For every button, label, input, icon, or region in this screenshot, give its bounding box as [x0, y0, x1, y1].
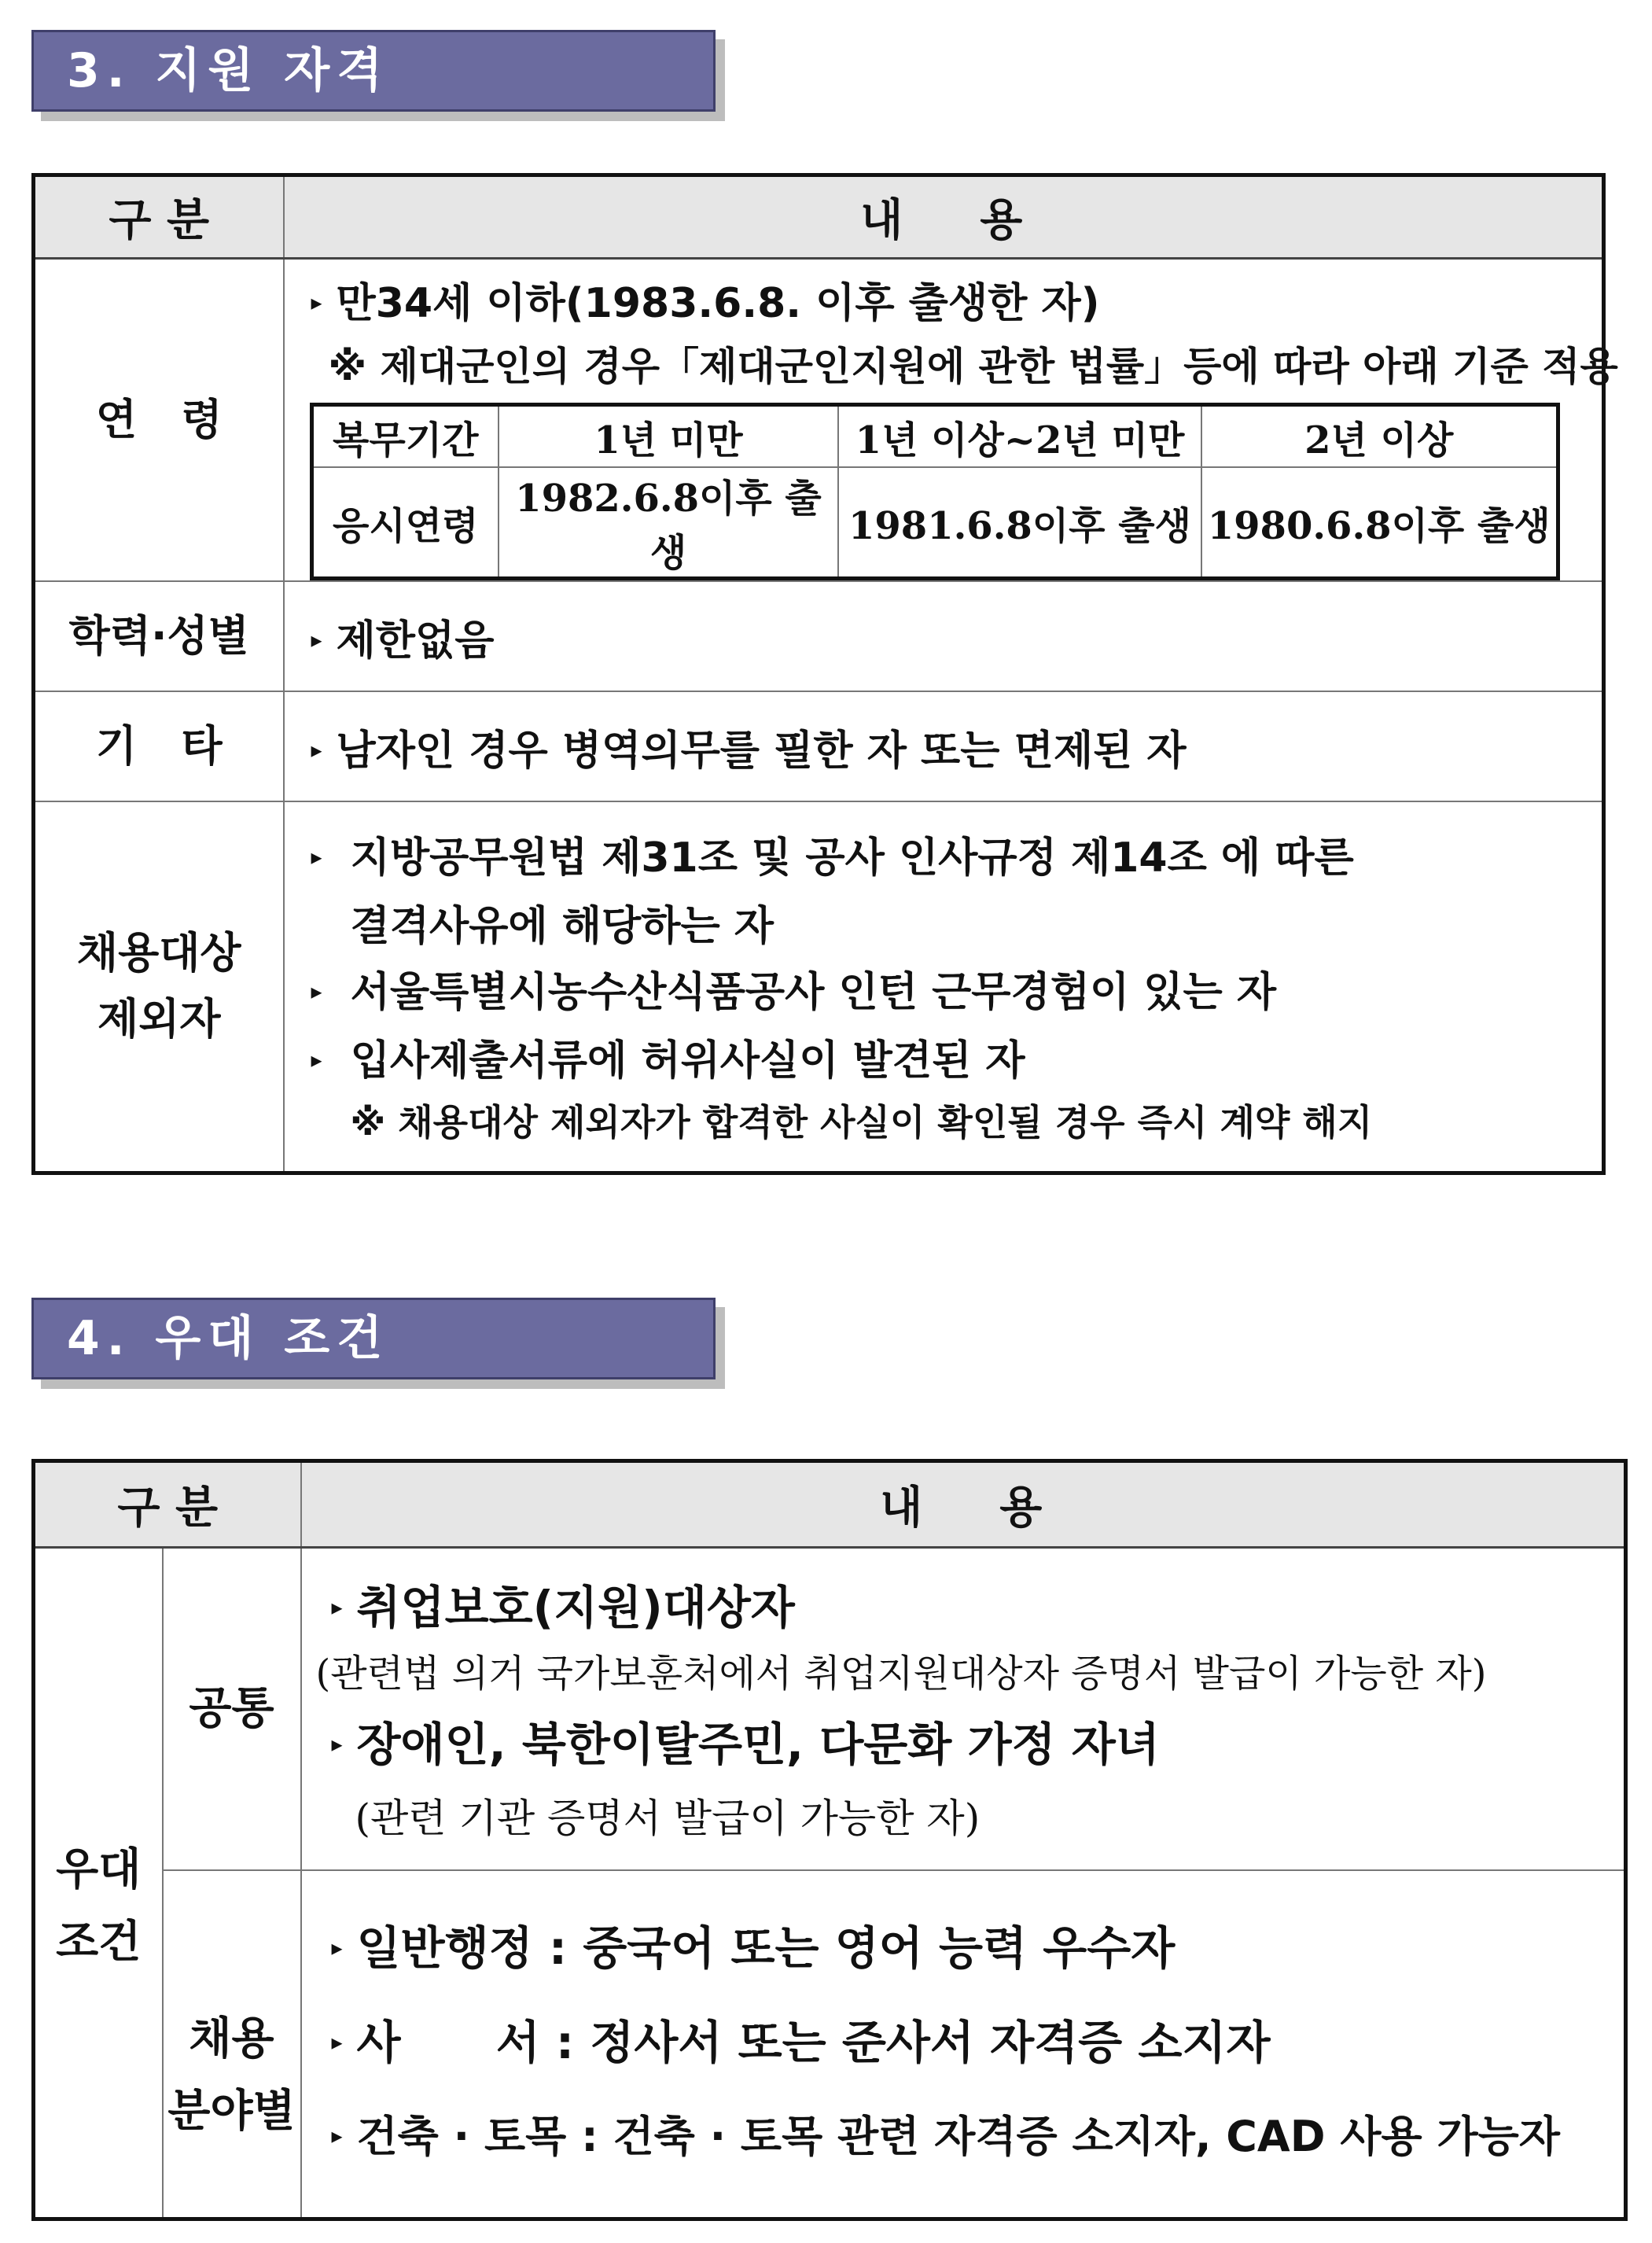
exclusion-content: ▸ 지방공무원법 제31조 및 공사 인사규정 제14조 에 따른 결격사유에 해당하는 자 ▸ 서울특별시농수산식품공사 인턴 근무경험이 있는 자 ▸ 입사제출서류에 허위사실이 발견된 자 ※ 채용대상 제외자가 합격한 사실이 확인될 경우 즉시 계약 해지 [284, 801, 1604, 1173]
bullet-icon: ▸ [311, 1046, 322, 1073]
age-label: 연 령 [34, 259, 284, 582]
bullet-icon: ▸ [331, 1935, 343, 1961]
common-label: 공통 [163, 1548, 301, 1870]
bullet-icon: ▸ [331, 2028, 343, 2055]
age-line: ▸ 만34세 이하(1983.6.8. 이후 출생한 자) [285, 272, 1602, 335]
service-period-table [310, 403, 1560, 580]
header-content: 내 용 [284, 175, 1604, 259]
exam-age-label: 응시연령 [311, 467, 499, 579]
preference-group-label: 우대 조건 [34, 1548, 163, 2219]
by-field-content: ▸ 일반행정 : 중국어 또는 영어 능력 우수자 ▸ 사 서 : 정사서 또는 준사서 자격증 소지자 ▸ 건축 · 토목 : 건축 · 토목 관련 자격증 소지자, CAD 사용 가능자 [301, 1870, 1626, 2219]
age-content [284, 259, 1618, 582]
header-content: 내 용 [301, 1461, 1626, 1548]
exclusion-label: 채용대상 제외자 [34, 801, 284, 1173]
exam-age-under-1yr: 1982.6.8이후 출생 [499, 467, 838, 579]
service-over-2yr: 2년 이상 [1201, 405, 1558, 468]
exam-age-over-2yr: 1980.6.8이후 출생 [1201, 467, 1558, 579]
eligibility-table [31, 173, 1618, 1175]
bullet-icon: ▸ [331, 1730, 343, 1757]
common-content: ▸ 취업보호(지원)대상자 (관련법 의거 국가보훈처에서 취업지원대상자 증명서 발급이 가능한 자) ▸ 장애인, 북한이탈주민, 다문화 가정 자녀 (관련 기관 증명서 발급이 가능한 자) [301, 1548, 1626, 1870]
service-under-1yr: 1년 미만 [499, 405, 838, 468]
bullet-icon: ▸ [331, 2123, 343, 2149]
education-content: ▸ 제한없음 [284, 581, 1604, 691]
section3-title-bar [31, 30, 716, 112]
service-period-label: 복무기간 [311, 405, 499, 468]
bullet-icon: ▸ [311, 627, 322, 653]
section4-title: 4. 우대 조건 [31, 1298, 716, 1379]
bullet-icon: ▸ [311, 978, 322, 1004]
exam-age-1-2yr: 1981.6.8이후 출생 [838, 467, 1201, 579]
preference-table [31, 1459, 1628, 2221]
section3-title: 3. 지원 자격 [31, 30, 716, 112]
by-field-label: 채용 분야별 [163, 1870, 301, 2219]
bullet-icon: ▸ [331, 1593, 343, 1620]
service-1-2yr: 1년 이상~2년 미만 [838, 405, 1201, 468]
age-note: ※ 제대군인의 경우「제대군인지원에 관한 법률」등에 따라 아래 기준 적용 [328, 344, 1618, 389]
header-category: 구 분 [34, 175, 284, 259]
bullet-icon: ▸ [311, 737, 322, 763]
bullet-icon: ▸ [311, 289, 322, 315]
other-label: 기 타 [34, 691, 284, 801]
header-category: 구 분 [34, 1461, 301, 1548]
bullet-icon: ▸ [311, 843, 322, 870]
other-content: ▸ 남자인 경우 병역의무를 필한 자 또는 면제된 자 [284, 691, 1604, 801]
section4-title-bar [31, 1298, 716, 1379]
education-label: 학력·성별 [34, 581, 284, 691]
